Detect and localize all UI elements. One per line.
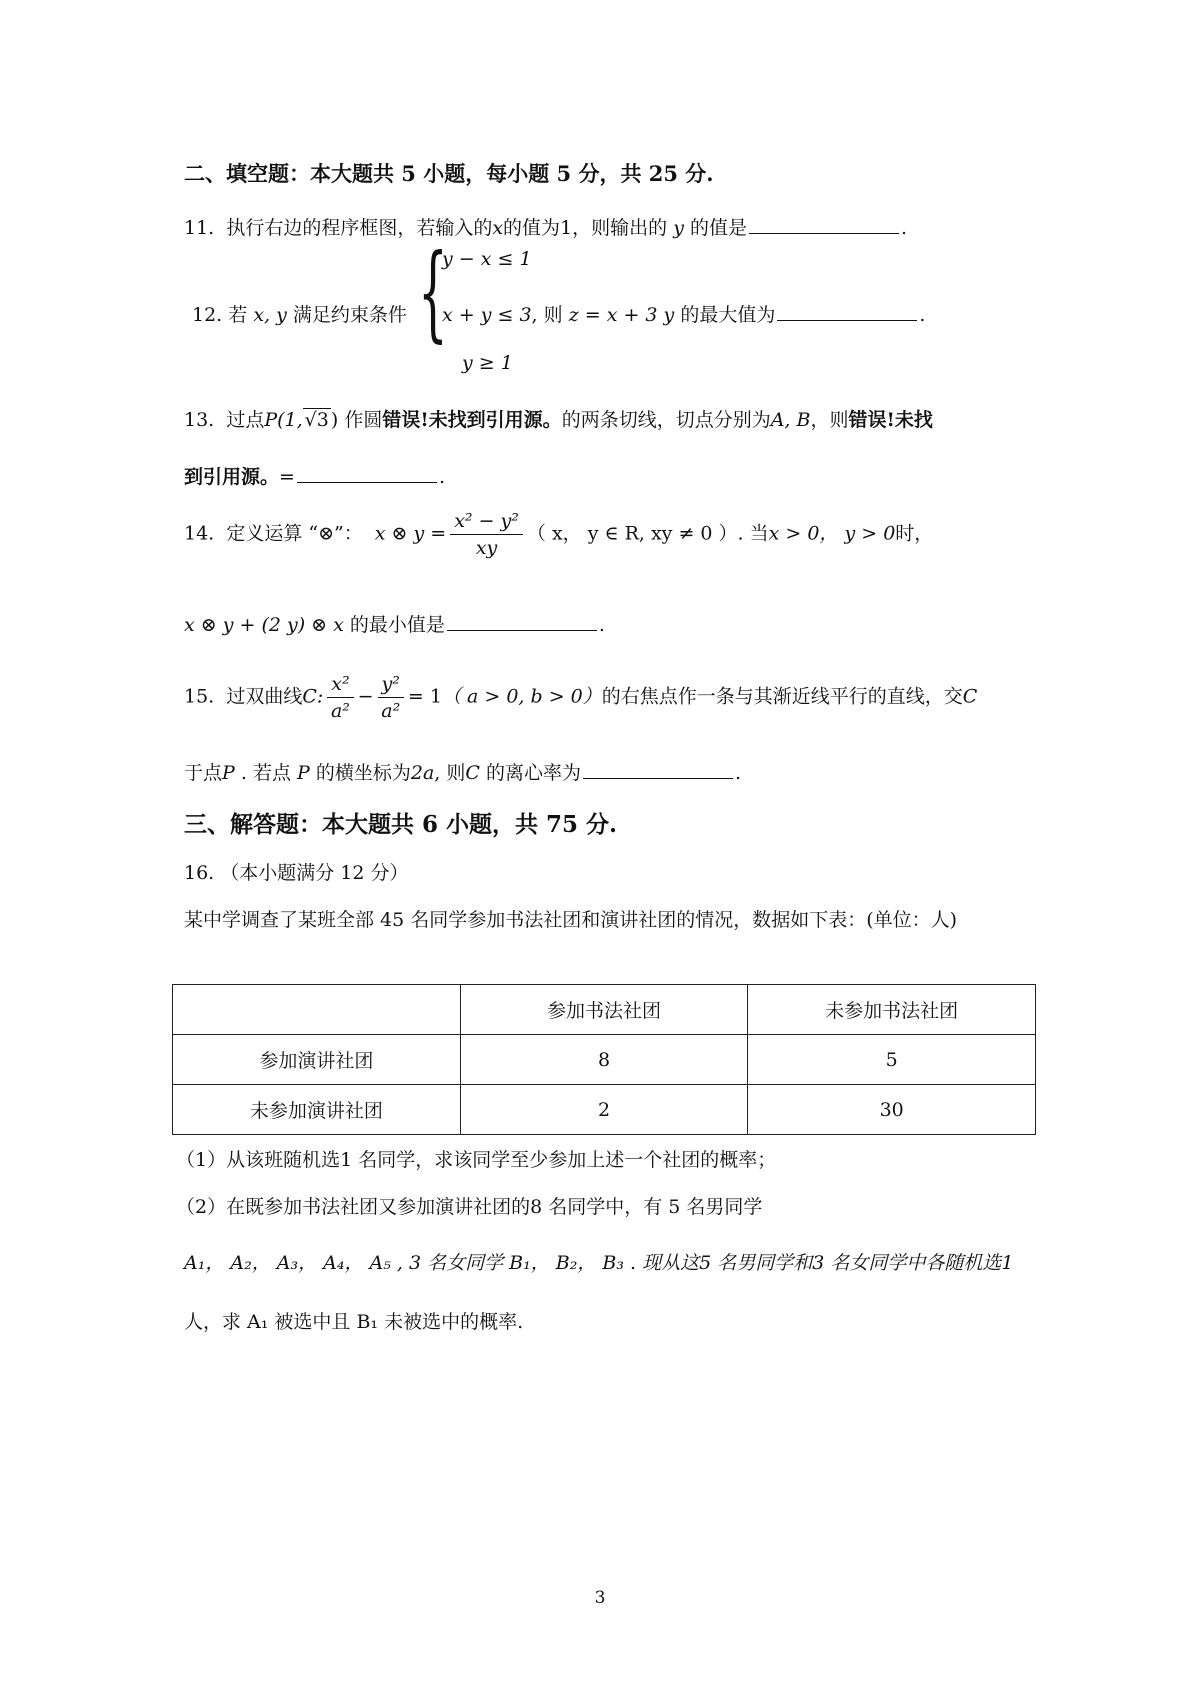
question-16-part2-line3: 人，求 A₁ 被选中且 B₁ 未被选中的概率.	[184, 1311, 524, 1333]
fraction-15a: $\frac{\text{x²}}{\text{a²}}$	[327, 673, 353, 722]
page-number: 3	[594, 1588, 606, 1608]
question-14-line2: x ⊗ y + (2 y) ⊗ x 的最小值是 .	[184, 614, 605, 636]
question-15: 15. 过双曲线C: $\frac{\text{x²}}{\text{a²}}$ − $\frac{\text{y²}}{\text{a²}}$ = 1（ a > 0, b > 0）的右焦点作一条与其渐近线平行的直线，交C	[184, 673, 978, 722]
answer-blank-11[interactable]	[749, 215, 899, 234]
table-cell: 2	[460, 1085, 748, 1135]
table-row	[173, 1085, 1036, 1135]
question-16-intro: 某中学调查了某班全部 45 名同学参加书法社团和演讲社团的情况，数据如下表：(单位：人)	[184, 909, 958, 931]
fraction-15b: $\frac{\text{y²}}{\text{a²}}$	[378, 673, 404, 722]
answer-blank-15[interactable]	[583, 760, 733, 779]
table-cell: 5	[748, 1035, 1036, 1085]
table-cell: 未参加演讲社团	[173, 1085, 461, 1135]
constraint-2: x + y ≤ 3, 则 z = x + 3 y 的最大值为 .	[442, 304, 926, 326]
table-cell: 8	[460, 1035, 748, 1085]
question-16-part1: （1）从该班随机选1 名同学，求该同学至少参加上述一个社团的概率；	[176, 1149, 777, 1171]
answer-blank-12[interactable]	[777, 302, 917, 321]
answer-blank-14[interactable]	[447, 612, 597, 631]
table-cell: 参加书法社团	[460, 985, 748, 1035]
table-header-row	[173, 985, 1036, 1035]
question-16-part2-line2: A₁， A₂， A₃， A₄， A₅ , 3 名女同学 B₁， B₂， B₃ . 现从这5 名男同学和3 名女同学中各随机选1	[184, 1252, 1014, 1274]
question-13-line2: 到引用源。= .	[184, 466, 445, 488]
section3-heading: 三、解答题：本大题共 6 小题，共 75 分.	[184, 811, 618, 838]
table-cell	[173, 985, 461, 1035]
table-cell: 未参加书法社团	[748, 985, 1036, 1035]
left-brace: {	[418, 231, 448, 353]
table-cell: 30	[748, 1085, 1036, 1135]
fraction-14: $\frac{\text{x² − y²}}{xy}$	[450, 510, 523, 559]
question-14: 14. 定义运算 “⊗”： x ⊗ y = $\frac{\text{x² − y²}}{xy}$ （ x， y ∈ R, xy ≠ 0 ）. 当x > 0， y > 0时，	[184, 510, 934, 559]
table-row	[173, 1035, 1036, 1085]
question-11: 11. 执行右边的程序框图，若输入的x的值为1，则输出的 y 的值是 .	[184, 217, 908, 239]
data-table	[172, 984, 1036, 1135]
table-cell: 参加演讲社团	[173, 1035, 461, 1085]
constraint-3: y ≥ 1	[462, 352, 513, 374]
section2-heading: 二、填空题：本大题共 5 小题，每小题 5 分，共 25 分.	[184, 161, 714, 186]
question-16-header: 16. （本小题满分 12 分）	[184, 862, 409, 884]
question-15-line2: 于点P . 若点 P 的横坐标为2a, 则C 的离心率为 .	[184, 762, 742, 784]
constraint-1: y − x ≤ 1	[442, 248, 532, 270]
question-13: 13. 过点P(1, √3 ) 作圆错误!未找到引用源。的两条切线，切点分别为A, B，则错误!未找	[184, 409, 933, 431]
answer-blank-13[interactable]	[297, 464, 437, 483]
question-16-part2: （2）在既参加书法社团又参加演讲社团的8 名同学中，有 5 名男同学	[176, 1196, 763, 1218]
